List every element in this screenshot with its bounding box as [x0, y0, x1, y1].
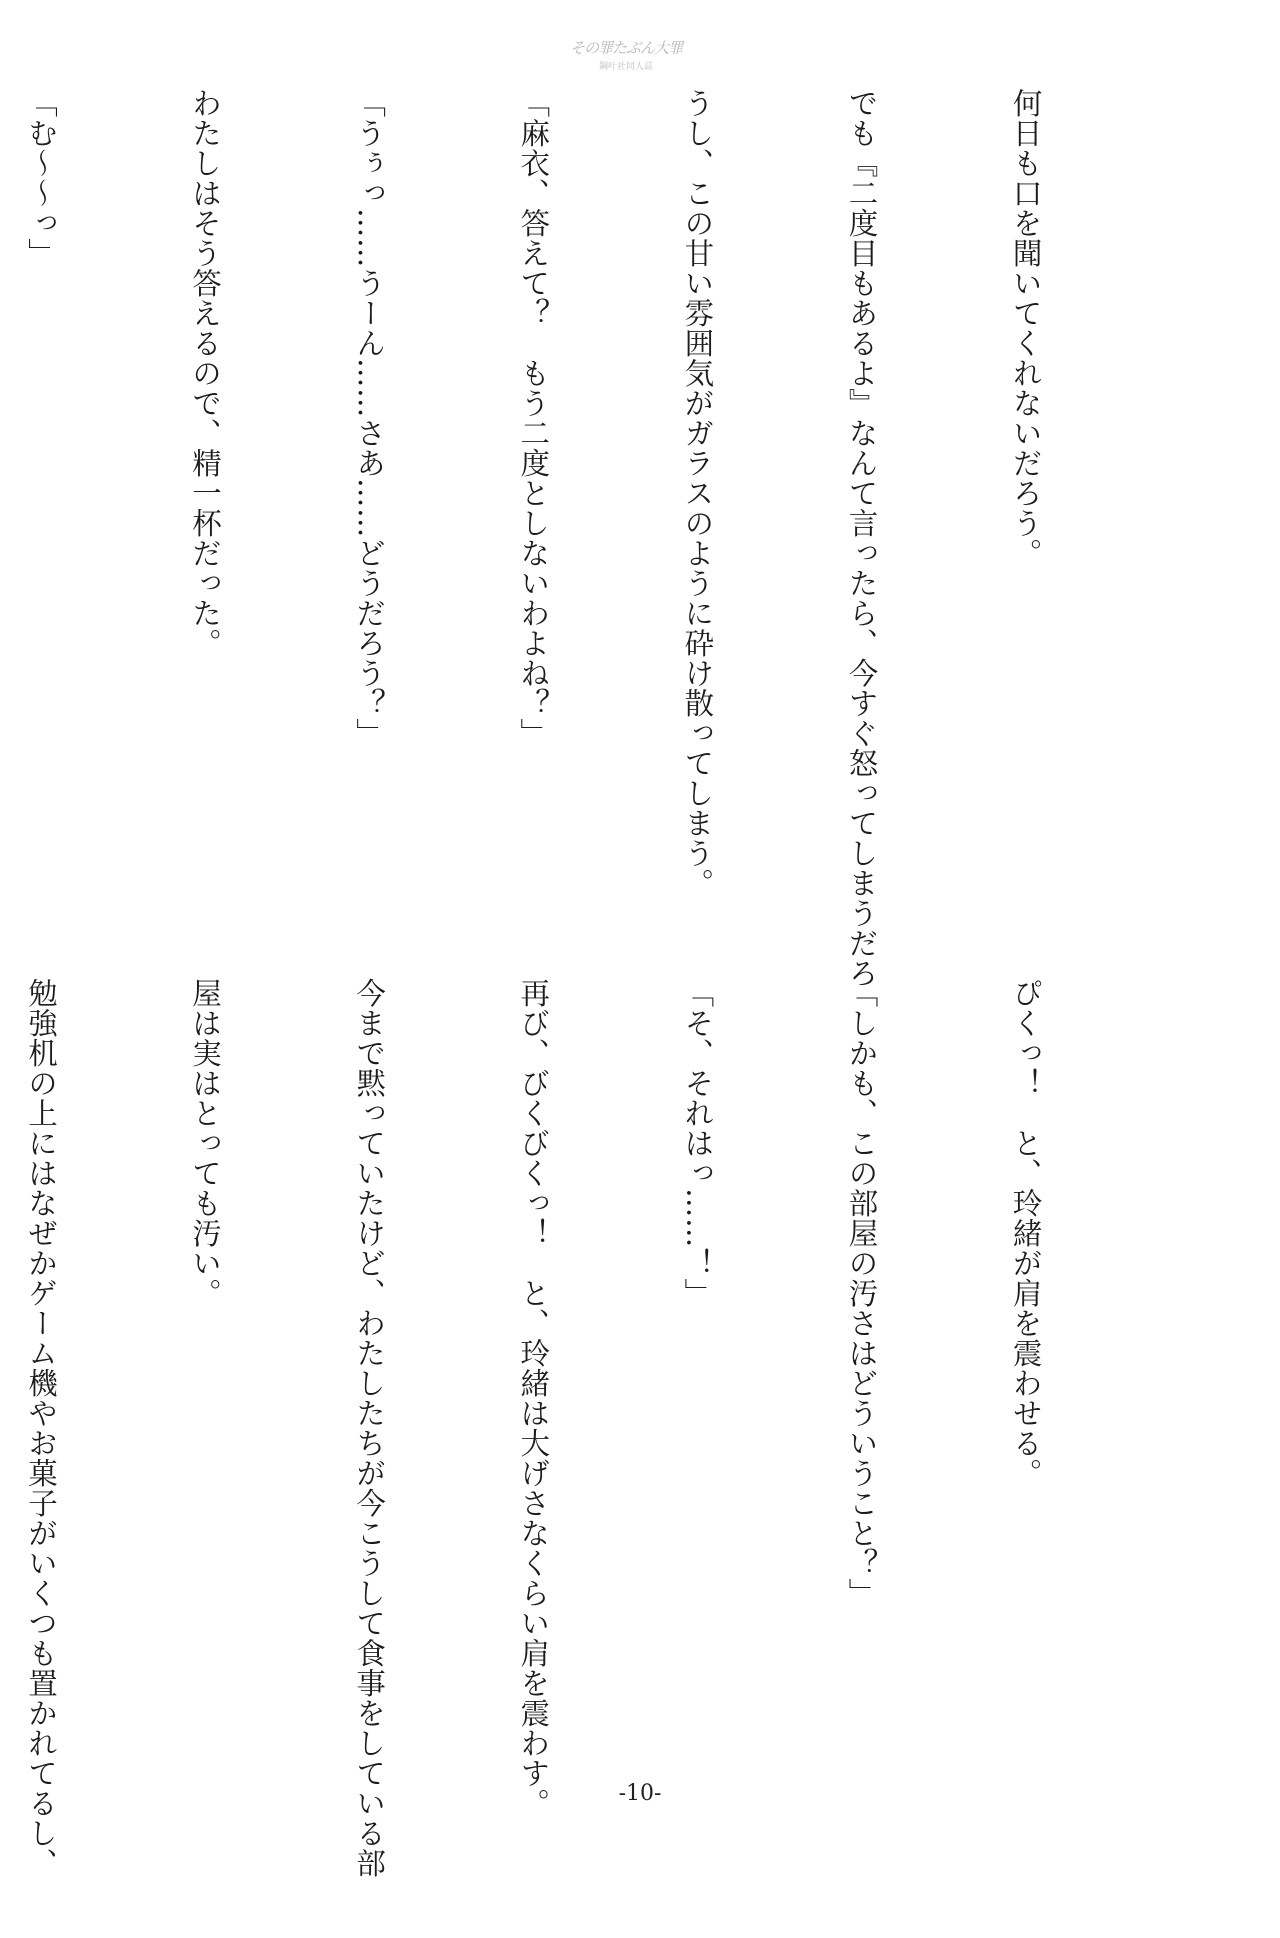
text-line: 「む〜〜っ」	[23, 88, 58, 268]
text-line: ぴくっ！ と、玲緒が肩を震わせる。	[1008, 978, 1043, 1488]
text-line: 「そ、それはっ……！」	[680, 978, 715, 1308]
text-line: 再び、びくびくっ！ と、玲緒は大げさなくらい肩を震わす。	[516, 978, 551, 1818]
text-line: 「しかも、この部屋の汚さはどういうこと？」	[844, 978, 879, 1608]
text-line: わたしはそう答えるので、精一杯だった。	[188, 88, 223, 658]
text-line: 何日も口を聞いてくれないだろう。	[1008, 88, 1043, 568]
text-line: うし、この甘い雰囲気がガラスのように砕け散ってしまう。	[680, 88, 715, 898]
upper-text-block	[23, 88, 1162, 988]
text-line: 勉強机の上にはなぜかゲーム機やお菓子がいくつも置かれてるし、	[23, 978, 58, 1878]
text-line: 「麻衣、答えて？ もう二度としないわよね？」	[516, 88, 551, 748]
logo-title: その罪たぶん大罪	[569, 38, 682, 57]
logo-subtitle: 鋼叶社同人誌	[598, 61, 653, 72]
text-line: 今まで黙っていたけど、わたしたちが今こうして食事をしている部	[352, 978, 387, 1878]
text-line: 「うぅっ……うーん……さあ……どうだろう？」	[352, 88, 387, 748]
header-logo	[566, 34, 686, 74]
text-line: 屋は実はとっても汚い。	[188, 978, 223, 1308]
text-line: でも『二度目もあるよ』なんて言ったら、今すぐ怒ってしまうだろ	[844, 88, 879, 988]
page-number: -10-	[618, 1781, 662, 1806]
